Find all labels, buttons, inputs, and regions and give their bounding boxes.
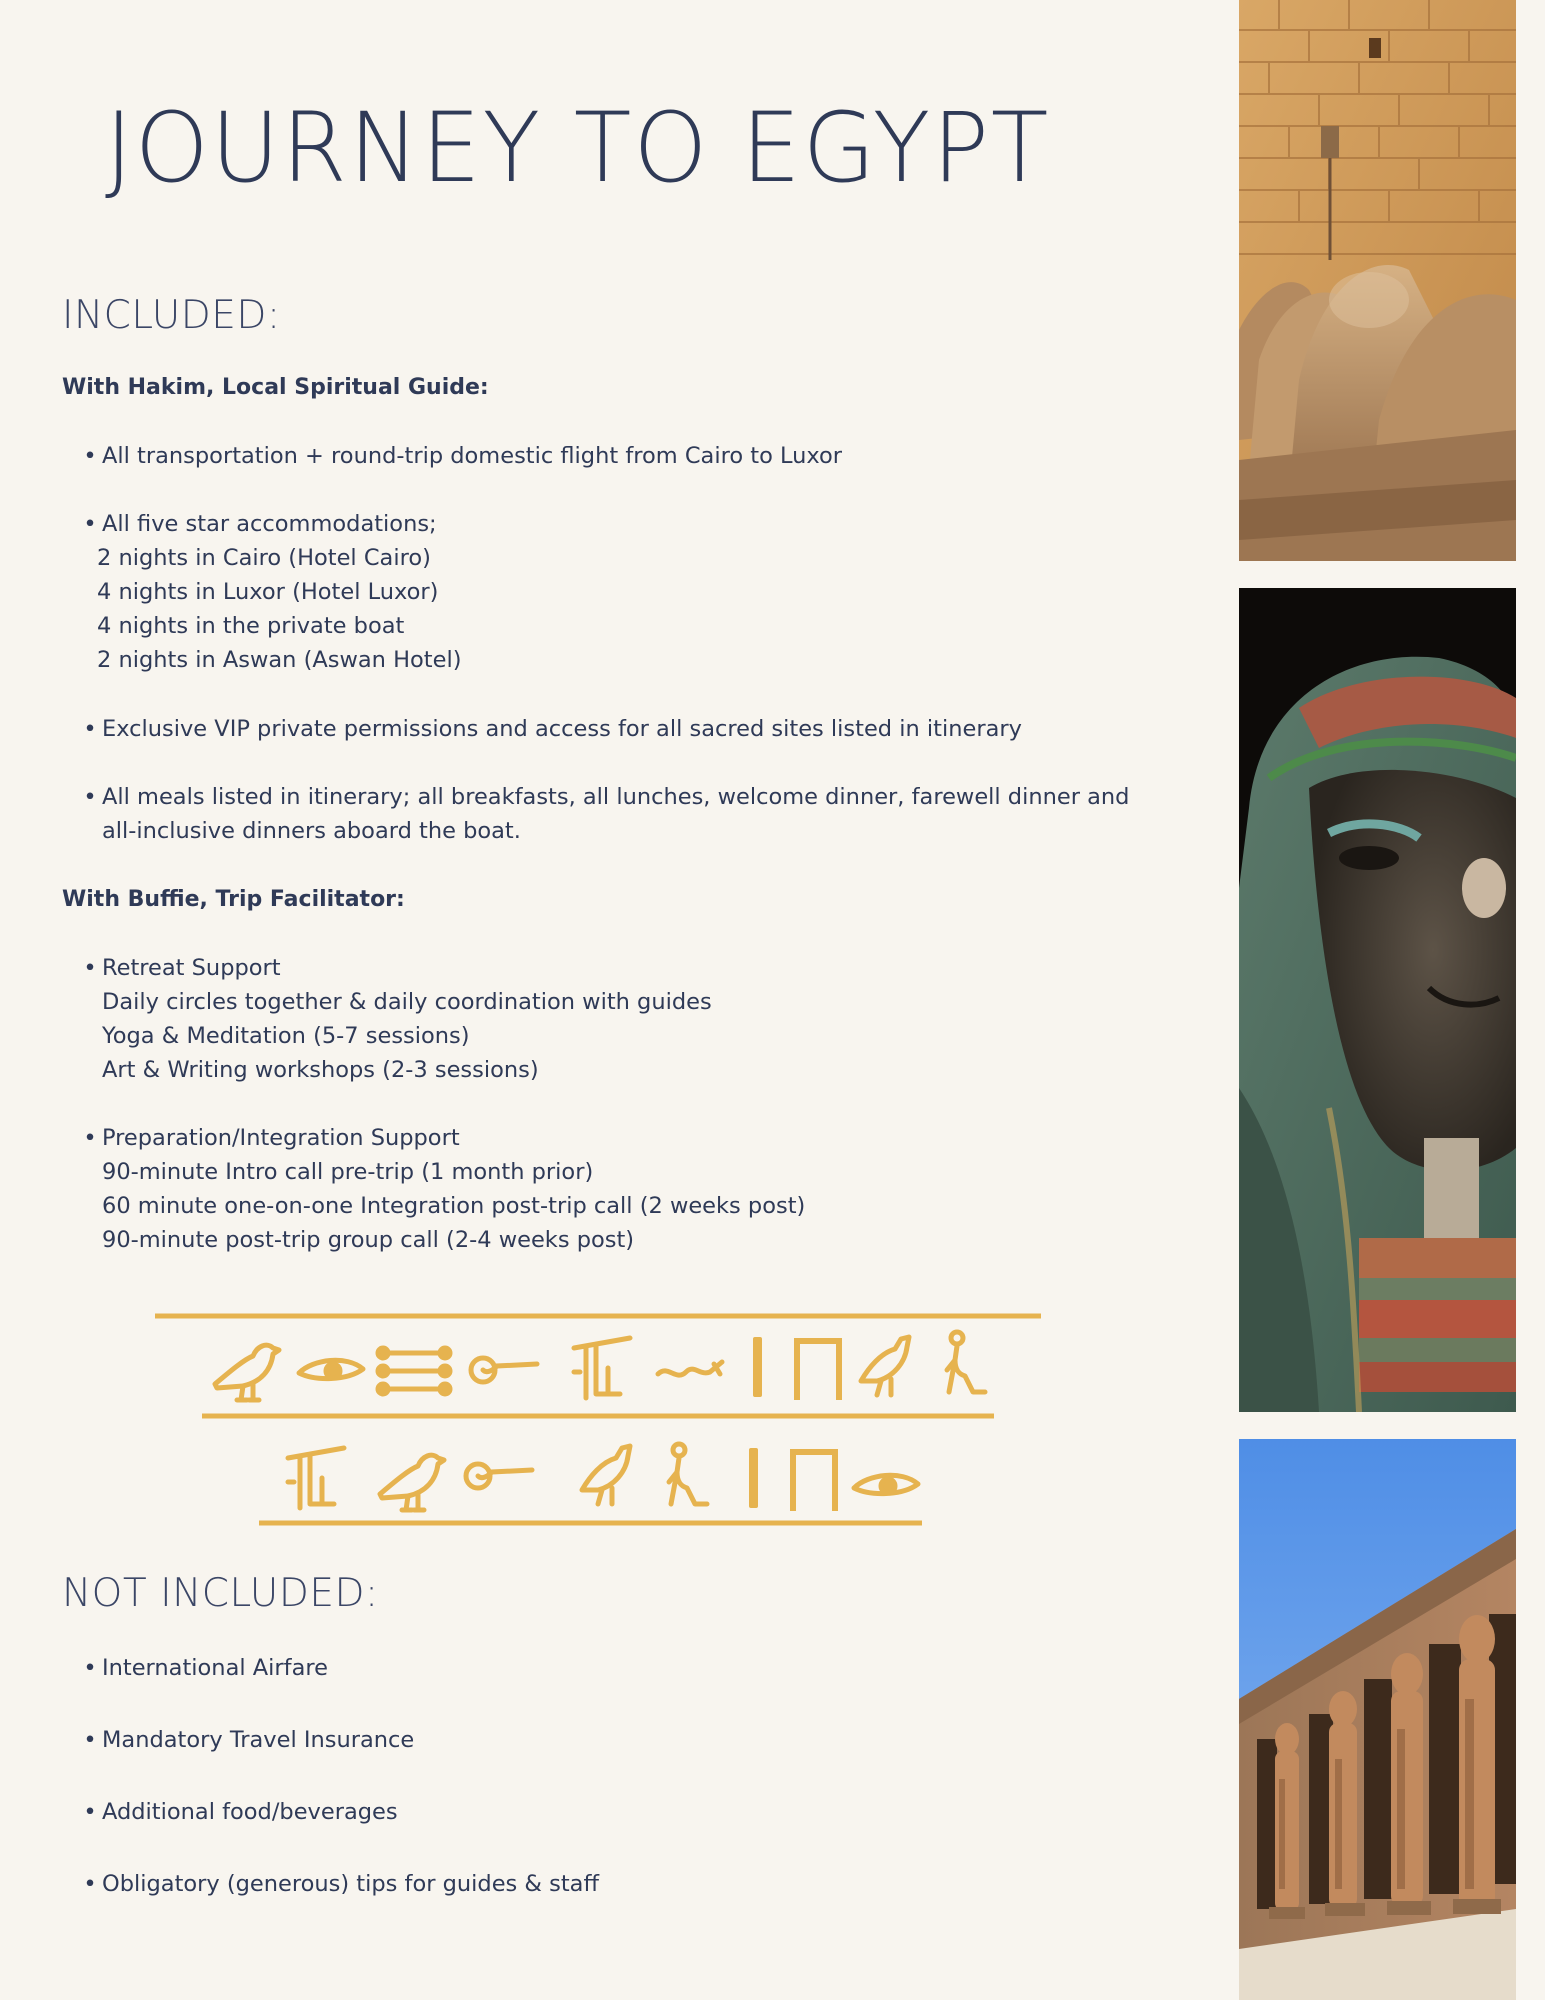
bullet-icon: •	[83, 443, 97, 469]
list-item-line: All transportation + round-trip domestic flight from Cairo to Luxor	[102, 443, 843, 469]
list-item	[78, 1651, 1198, 1685]
included-heading: INCLUDED:	[62, 293, 281, 338]
list-item	[78, 1723, 1198, 1757]
list-item-line: All five star accommodations;	[102, 511, 437, 537]
bullet-icon: •	[83, 716, 97, 742]
bullet-icon: •	[83, 1125, 97, 1151]
list-item	[78, 439, 1198, 473]
eye-glyph-icon	[299, 1360, 363, 1378]
placenta-glyph-icon	[471, 1358, 537, 1382]
list-item-line: Additional food/beverages	[102, 1799, 398, 1825]
house-glyph-icon	[793, 1452, 835, 1508]
list-item-line: 60 minute one-on-one Integration post-trip call (2 weeks post)	[102, 1193, 806, 1219]
stool-glyph-icon	[574, 1338, 630, 1398]
house-glyph-icon	[797, 1341, 839, 1397]
list-item-line: 4 nights in Luxor (Hotel Luxor)	[97, 579, 439, 605]
horned-viper-glyph-icon	[658, 1362, 722, 1375]
stool-glyph-icon	[288, 1448, 344, 1508]
list-item-line: 2 nights in Aswan (Aswan Hotel)	[97, 647, 462, 673]
list-item-line: Mandatory Travel Insurance	[102, 1727, 415, 1753]
vulture-glyph-icon	[380, 1455, 444, 1510]
osiride-statues-colonnade-photo	[1239, 1439, 1516, 2000]
bird-glyph-icon	[582, 1446, 630, 1504]
list-item-line: Retreat Support	[102, 955, 281, 981]
bullet-icon: •	[83, 511, 97, 537]
buffie-subheading: With Buffie, Trip Facilitator:	[62, 887, 405, 912]
ram-sphinx-avenue-photo	[1239, 0, 1516, 561]
reed-glyph-icon	[753, 1337, 762, 1397]
list-item-line: Obligatory (generous) tips for guides & staff	[102, 1871, 599, 1897]
list-item-line: International Airfare	[102, 1655, 328, 1681]
bullet-icon: •	[83, 1871, 97, 1897]
list-item-line: Art & Writing workshops (2-3 sessions)	[102, 1057, 539, 1083]
bullet-icon: •	[83, 955, 97, 981]
placenta-glyph-icon	[466, 1464, 532, 1488]
not-included-heading: NOT INCLUDED:	[62, 1571, 379, 1616]
bullet-icon: •	[83, 1655, 97, 1681]
reed-glyph-icon	[749, 1448, 758, 1508]
list-item-line: 90-minute Intro call pre-trip (1 month prior)	[102, 1159, 594, 1185]
bird-glyph-icon	[861, 1337, 909, 1395]
list-item	[78, 951, 1198, 1087]
list-item	[78, 1795, 1198, 1829]
eye-glyph-icon	[854, 1475, 918, 1493]
list-item-line: Yoga & Meditation (5-7 sessions)	[102, 1023, 470, 1049]
seated-figure-glyph-icon	[947, 1332, 985, 1392]
bullet-icon: •	[83, 784, 97, 810]
seated-figure-glyph-icon	[669, 1444, 707, 1504]
list-item-line: Daily circles together & daily coordination with guides	[102, 989, 712, 1015]
hakim-subheading: With Hakim, Local Spiritual Guide:	[62, 375, 489, 400]
list-item-line: Preparation/Integration Support	[102, 1125, 460, 1151]
list-item	[78, 507, 1198, 677]
list-item	[78, 1867, 1198, 1901]
bullet-icon: •	[83, 1799, 97, 1825]
page-title: JOURNEY TO EGYPT	[105, 92, 1051, 204]
bolt-glyph-icon	[378, 1348, 450, 1394]
list-item	[78, 780, 1198, 848]
bullet-icon: •	[83, 1727, 97, 1753]
list-item-line: 4 nights in the private boat	[97, 613, 405, 639]
list-item-line: 2 nights in Cairo (Hotel Cairo)	[97, 545, 431, 571]
list-item	[78, 1121, 1198, 1257]
list-item-line: All meals listed in itinerary; all breakfasts, all lunches, welcome dinner, farewell dinner and	[102, 784, 1130, 810]
list-item	[78, 712, 1198, 746]
pharaoh-sarcophagus-photo	[1239, 588, 1516, 1412]
list-item-line: 90-minute post-trip group call (2-4 weeks post)	[102, 1227, 635, 1253]
vulture-glyph-icon	[215, 1345, 279, 1400]
list-item-line: Exclusive VIP private permissions and access for all sacred sites listed in itinerary	[102, 716, 1022, 742]
list-item-line: all-inclusive dinners aboard the boat.	[102, 818, 521, 844]
